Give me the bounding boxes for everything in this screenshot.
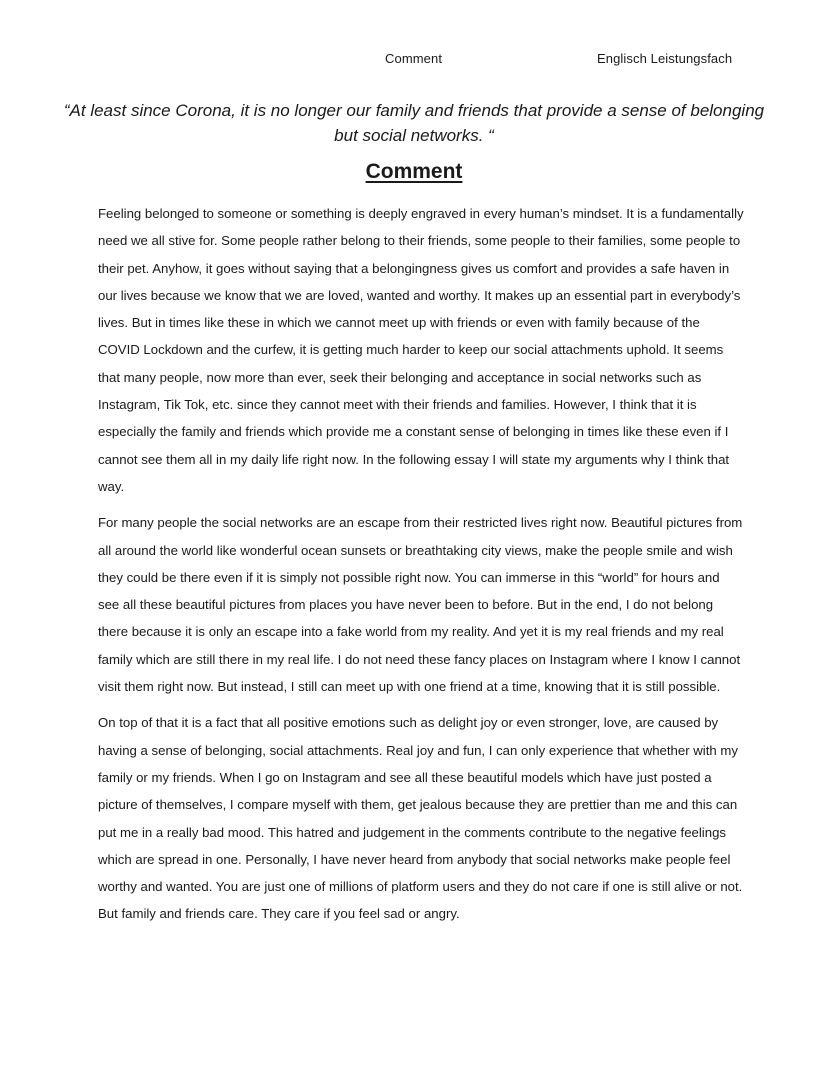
header-title: Comment	[385, 51, 443, 66]
paragraph-1: Feeling belonged to someone or something is deeply engraved in every human’s mindset. It is a fundamentally need we all stive for. Some people rather belong to their friends, some people to their families, some people to their pet. Anyhow, it goes without saying that a belongingness gives us comfort and provides a safe haven in our lives because we know that we are loved, wanted and worthy. It makes up an essential part in everybody’s lives. But in times like these in which we cannot meet up with friends or even with family because of the COVID Lockdown and the curfew, it is getting much harder to keep our social attachments uphold. It seems that many people, now more than ever, seek their belonging and acceptance in social networks such as Instagram, Tik Tok, etc. since they cannot meet with their friends and families. However, I think that it is especially the family and friends which provide me a constant sense of belonging in times like these even if I cannot see them all in my daily life right now. In the following essay I will state my arguments why I think that way.	[98, 206, 744, 494]
paragraph-2: For many people the social networks are an escape from their restricted lives right now. Beautiful pictures from all around the world like wonderful ocean sunsets or breathtaking city views, make the people smile and wish they could be there even if it is simply not possible right now. You can immerse in this “world” for hours and see all these beautiful pictures from places you have never been to before. But in the end, I do not belong there because it is only an escape into a fake world from my reality. And yet it is my real friends and my real family which are still there in my real life. I do not need these fancy places on Instagram where I know I cannot visit them right now. But instead, I still can meet up with one friend at a time, knowing that it is still possible.	[98, 515, 743, 695]
essay-title: Comment	[365, 160, 463, 183]
essay-body	[98, 200, 744, 937]
header-course: Englisch Leistungsfach	[597, 51, 733, 66]
essay-quote: “At least since Corona, it is no longer our family and friends that provide a sense of belonging but social networks. “	[63, 101, 765, 145]
paragraph-3: On top of that it is a fact that all positive emotions such as delight joy or even stronger, love, are caused by having a sense of belonging, social attachments. Real joy and fun, I can only experience that whether with my family or my friends. When I go on Instagram and see all these beautiful models which have just posted a picture of themselves, I compare myself with them, get jealous because they are prettier than me and this can put me in a really bad mood. This hatred and judgement in the comments contribute to the negative feelings which are spread in one. Personally, I have never heard from anybody that social networks make people feel worthy and wanted. You are just one of millions of platform users and they do not care if one is still alive or not. But family and friends care. They care if you feel sad or angry.	[98, 715, 743, 922]
